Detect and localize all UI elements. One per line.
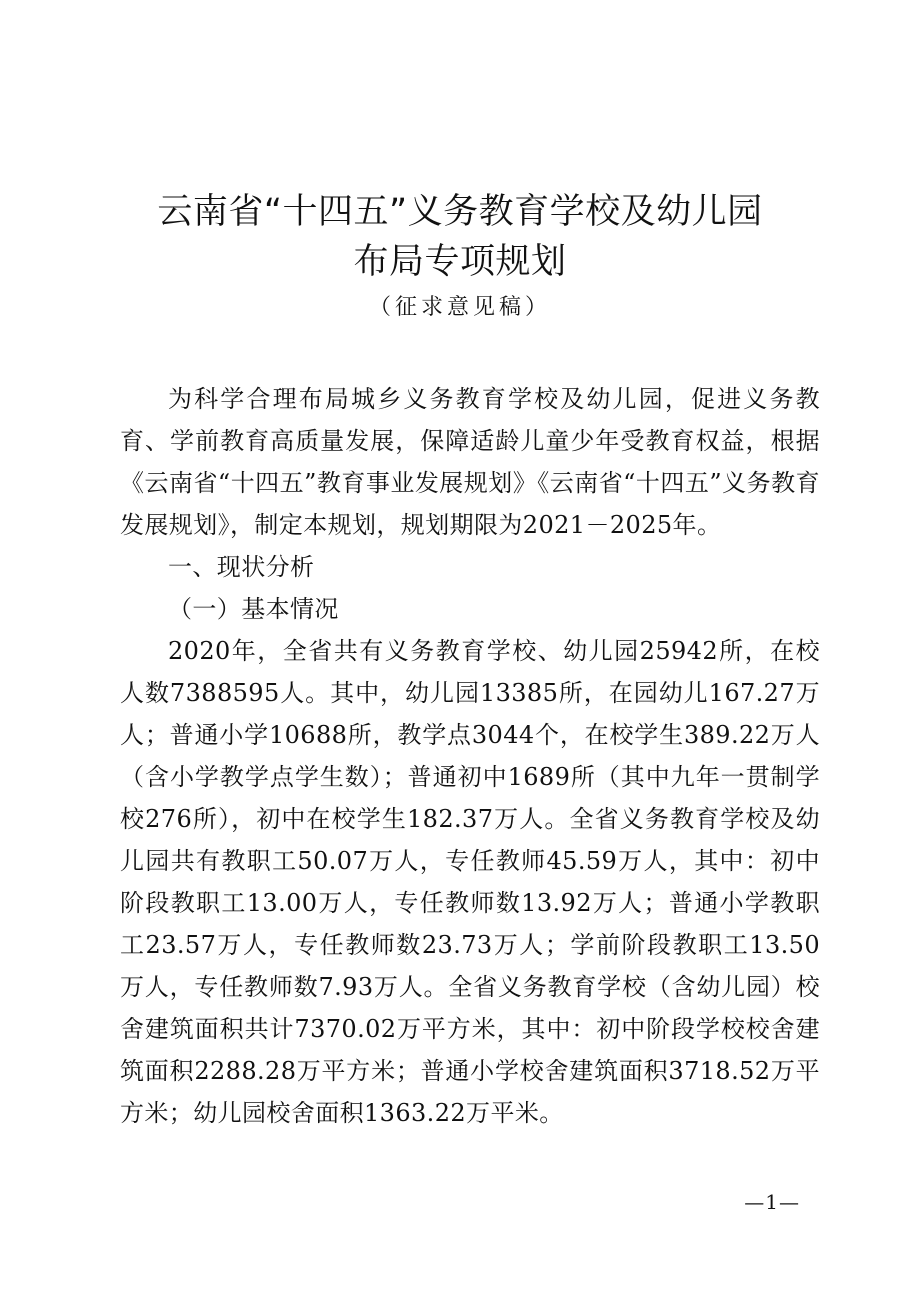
document-title-line-2: 布局专项规划 (353, 242, 567, 282)
document-title-line-1: 云南省“十四五”义务教育学校及幼儿园 (157, 192, 763, 232)
document-body (120, 378, 820, 1134)
basic-situation-paragraph: 2020年，全省共有义务教育学校、幼儿园25942所，在校人数7388595人。其中，幼儿园13385所，在园幼儿167.27万人；普通小学10688所，教学点3044个，在校学生389.22万人（含小学教学点学生数）；普通初中1689所（其中九年一贯制学校276所），初中在校学生182.37万人。全省义务教育学校及幼儿园共有教职工50.07万人，专任教师45.59万人，其中：初中阶段教职工13.00万人，专任教师数13.92万人；普通小学教职工23.57万人，专任教师数23.73万人；学前阶段教职工13.50万人，专任教师数7.93万人。全省义务教育学校（含幼儿园）校舍建筑面积共计7370.02万平方米，其中：初中阶段学校校舍建筑面积2288.28万平方米；普通小学校舍建筑面积3718.52万平方米；幼儿园校舍面积1363.22万平米。 (120, 637, 820, 1127)
document-subtitle: （征求意见稿） (368, 295, 551, 320)
subsection-heading-basic-situation: （一）基本情况 (168, 595, 339, 623)
section-heading-status-analysis: 一、现状分析 (168, 553, 315, 581)
page-number: —1— (744, 1190, 800, 1214)
intro-paragraph: 为科学合理布局城乡义务教育学校及幼儿园，促进义务教育、学前教育高质量发展，保障适龄儿童少年受教育权益，根据《云南省“十四五”教育事业发展规划》《云南省“十四五”义务教育发展规划》，制定本规划，规划期限为2021－2025年。 (120, 385, 820, 539)
